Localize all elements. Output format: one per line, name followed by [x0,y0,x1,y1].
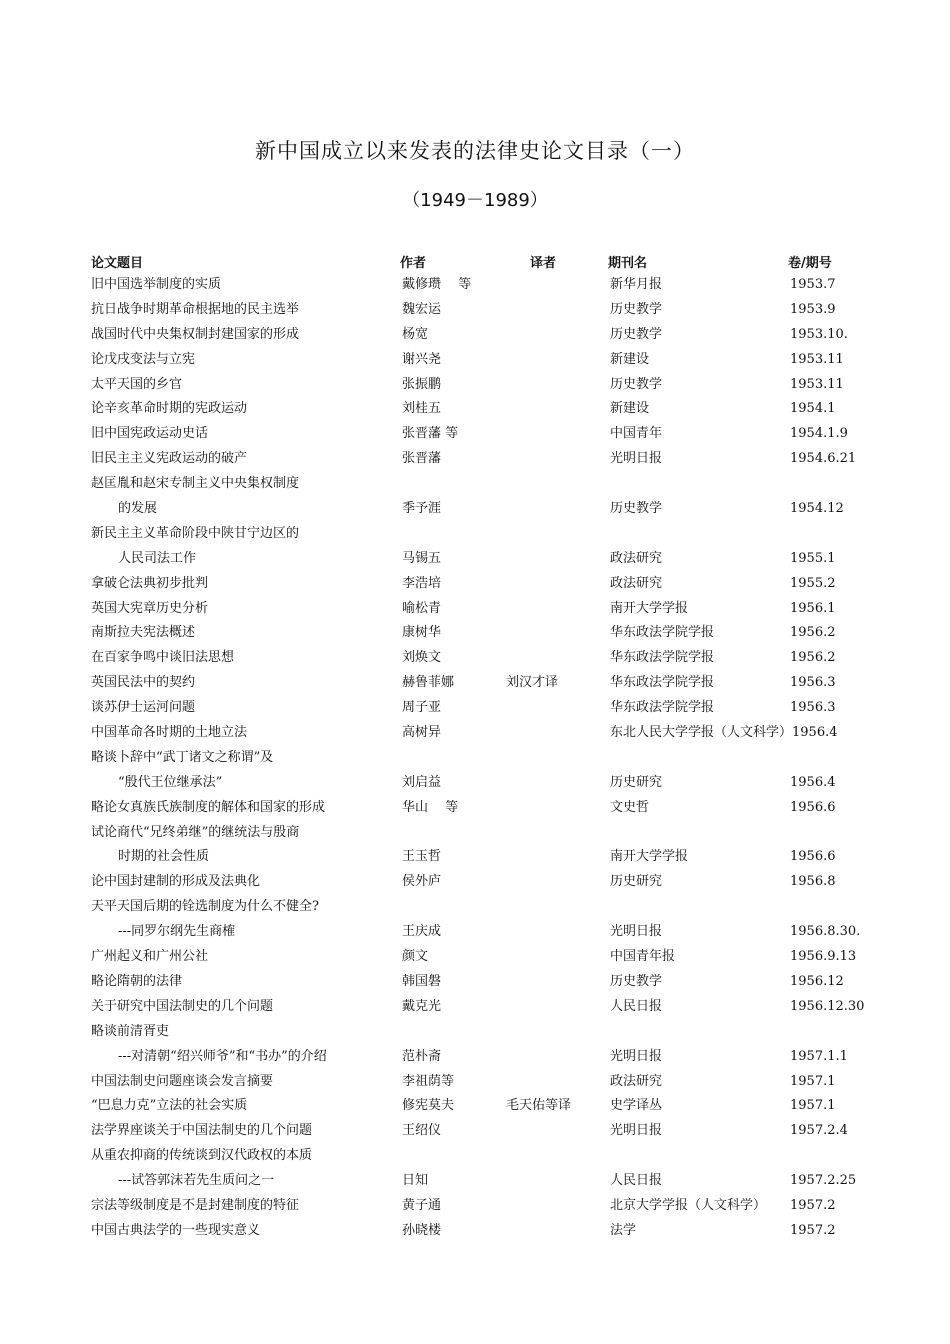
row-volume: 1956.6 [790,799,836,815]
row-journal: 人民日报 [610,998,663,1014]
table-row [0,945,950,970]
row-author: 修宪莫夫 [402,1098,455,1114]
row-title: 在百家争鸣中谈旧法思想 [91,650,235,666]
table-row [0,348,950,373]
row-journal: 华东政法学院学报 [610,650,715,666]
row-volume: 1956.8.30. [790,924,861,940]
row-author: 谢兴尧 [402,351,442,367]
table-row [0,1194,950,1219]
row-title: 的发展 [118,501,158,517]
row-author: 侯外庐 [402,874,442,890]
row-author: 李祖荫等 [402,1073,455,1089]
row-title: 关于研究中国法制史的几个问题 [91,998,274,1014]
row-title: 广州起义和广州公社 [91,949,209,965]
row-author: 刘焕文 [402,650,442,666]
row-author: 刘启益 [402,774,442,790]
table-row [0,671,950,696]
row-volume: 1954.1.9 [790,426,848,442]
table-row [0,373,950,398]
row-title: 天平天国后期的铨选制度为什么不健全? [91,899,319,915]
row-title: 旧民主主义宪政运动的破产 [91,451,248,467]
row-volume: 1954.1 [790,401,836,417]
row-title: 拿破仑法典初步批判 [91,575,209,591]
row-journal: 历史教学 [610,376,663,392]
row-title: 人民司法工作 [118,550,197,566]
row-volume: 1957.2 [790,1197,836,1213]
row-title: ---同罗尔纲先生商榷 [118,924,236,940]
row-journal: 光明日报 [610,1123,663,1139]
table-row [0,547,950,572]
row-author: 张晋藩 [402,451,442,467]
row-title: “巴息力克”立法的社会实质 [91,1098,248,1114]
table-row [0,1094,950,1119]
row-title: 英国民法中的契约 [91,675,196,691]
row-journal: 南开大学学报 [610,600,689,616]
row-volume: 1957.2 [790,1222,836,1238]
row-volume: 1956.3 [790,700,836,716]
row-volume: 1956.12.30 [790,998,865,1014]
row-title: 中国法制史问题座谈会发言摘要 [91,1073,274,1089]
table-row [0,771,950,796]
row-journal: 新华月报 [610,277,663,292]
row-volume: 1956.2 [790,625,836,641]
row-journal: 历史教学 [610,501,663,517]
row-journal: 中国青年报 [610,949,676,965]
row-author: 范朴斋 [402,1048,442,1064]
table-row [0,1219,950,1244]
row-journal: 政法研究 [610,575,663,591]
table-row [0,572,950,597]
table-row [0,422,950,447]
table-row [0,1020,950,1045]
row-volume: 1954.12 [790,501,844,517]
row-volume: 1957.1 [790,1098,836,1114]
row-title: “殷代王位继承法” [118,774,223,790]
row-journal: 光明日报 [610,1048,663,1064]
row-author: 黄子通 [402,1197,442,1213]
row-title: 从重农抑商的传统谈到汉代政权的本质 [91,1148,313,1164]
article-list [0,273,950,1244]
table-header [0,252,950,270]
row-author: 王庆成 [402,924,442,940]
table-row [0,895,950,920]
row-volume: 1957.2.4 [790,1123,848,1139]
table-row [0,472,950,497]
table-row [0,970,950,995]
row-volume: 1956.1 [790,600,836,616]
table-row [0,497,950,522]
row-author: 季予涯 [402,501,442,517]
row-journal: 政法研究 [610,1073,663,1089]
row-title: 略谈卜辞中“武丁诸文之称谓”及 [91,749,274,765]
table-row [0,397,950,422]
row-author: 魏宏运 [402,301,442,317]
row-journal: 光明日报 [610,924,663,940]
row-volume: 1953.9 [790,301,836,317]
table-row [0,1144,950,1169]
row-author: 戴克光 [402,998,442,1014]
row-volume: 1955.2 [790,575,836,591]
row-journal: 华东政法学院学报 [610,675,715,691]
row-volume: 1957.2.25 [790,1173,857,1189]
row-title: 中国革命各时期的土地立法 [91,725,248,741]
row-title: 新民主主义革命阶段中陕甘宁边区的 [91,525,300,541]
row-title: 抗日战争时期革命根据地的民主选举 [91,301,300,317]
row-title: ---对清朝“绍兴师爷”和“书办”的介绍 [118,1048,327,1064]
row-title: 太平天国的乡官 [91,376,183,392]
row-journal: 政法研究 [610,550,663,566]
table-row [0,1070,950,1095]
row-volume: 1956.6 [790,849,836,865]
row-author: 华山 等 [402,799,459,815]
row-title: ---试答郭沫若先生质问之一 [118,1173,275,1189]
table-row [0,273,950,298]
table-row [0,621,950,646]
table-row [0,721,950,746]
row-author: 日知 [402,1173,429,1189]
row-translator: 刘汉才译 [506,675,559,691]
table-row [0,597,950,622]
row-volume: 1953.10. [790,326,848,342]
header-title: 论文题目 [91,256,144,271]
row-volume: 1957.1 [790,1073,836,1089]
row-volume: 1953.11 [790,376,844,392]
row-author: 颜文 [402,949,429,965]
row-author: 戴修瓒 等 [402,277,472,292]
row-title: 略谈前清胥吏 [91,1023,170,1039]
row-author: 赫鲁菲娜 [402,675,455,691]
row-journal: 东北人民大学学报（人文科学）1956.4 [610,725,838,741]
row-journal: 新建设 [610,351,650,367]
header-author: 作者 [400,256,427,271]
row-volume: 1957.1.1 [790,1048,848,1064]
row-author: 张振鹏 [402,376,442,392]
row-author: 康树华 [402,625,442,641]
row-journal: 历史教学 [610,326,663,342]
row-journal: 历史教学 [610,973,663,989]
header-journal: 期刊名 [608,256,648,271]
row-author: 高树异 [402,725,442,741]
row-journal: 历史研究 [610,774,663,790]
row-author: 王玉哲 [402,849,442,865]
table-row [0,646,950,671]
table-row [0,522,950,547]
row-journal: 历史研究 [610,874,663,890]
row-journal: 法学 [610,1222,637,1238]
row-journal: 光明日报 [610,451,663,467]
row-author: 喻松青 [402,600,442,616]
table-row [0,696,950,721]
row-title: 战国时代中央集权制封建国家的形成 [91,326,300,342]
row-title: 宗法等级制度是不是封建制度的特征 [91,1197,300,1213]
page-title: 新中国成立以来发表的法律史论文目录（一） [255,139,695,163]
row-journal: 北京大学学报（人文科学） [610,1197,767,1213]
row-title: 旧中国选举制度的实质 [91,277,222,292]
row-title: 法学界座谈关于中国法制史的几个问题 [91,1123,313,1139]
row-author: 杨宽 [402,326,429,342]
table-row [0,796,950,821]
row-journal: 华东政法学院学报 [610,625,715,641]
row-journal: 中国青年 [610,426,663,442]
row-journal: 华东政法学院学报 [610,700,715,716]
table-row [0,298,950,323]
row-author: 马锡五 [402,550,442,566]
header-volume: 卷/期号 [788,256,832,271]
row-journal: 南开大学学报 [610,849,689,865]
table-row [0,1045,950,1070]
row-volume: 1954.6.21 [790,451,857,467]
row-title: 中国古典法学的一些现实意义 [91,1222,261,1238]
row-title: 略论女真族氏族制度的解体和国家的形成 [91,799,326,815]
page-subtitle: （1949－1989） [402,190,548,211]
row-title: 试论商代“兄终弟继”的继统法与殷商 [91,824,300,840]
table-row [0,323,950,348]
row-volume: 1956.9.13 [790,949,857,965]
row-title: 论中国封建制的形成及法典化 [91,874,261,890]
row-title: 赵匡胤和赵宋专制主义中央集权制度 [91,476,300,492]
row-author: 李浩培 [402,575,442,591]
row-journal: 人民日报 [610,1173,663,1189]
row-journal: 史学译丛 [610,1098,663,1114]
row-author: 周子亚 [402,700,442,716]
row-journal: 文史哲 [610,799,650,815]
row-journal: 新建设 [610,401,650,417]
row-title: 时期的社会性质 [118,849,210,865]
row-title: 谈苏伊士运河问题 [91,700,196,716]
row-author: 王绍仪 [402,1123,442,1139]
row-author: 韩国磐 [402,973,442,989]
row-title: 略论隋朝的法律 [91,973,183,989]
table-row [0,1119,950,1144]
row-author: 张晋藩 等 [402,426,459,442]
row-translator: 毛天佑等译 [506,1098,572,1114]
table-row [0,920,950,945]
table-row [0,1169,950,1194]
row-title: 旧中国宪政运动史话 [91,426,209,442]
row-volume: 1956.8 [790,874,836,890]
row-title: 英国大宪章历史分析 [91,600,209,616]
row-volume: 1956.12 [790,973,844,989]
table-row [0,995,950,1020]
header-translator: 译者 [530,256,557,271]
row-author: 刘桂五 [402,401,442,417]
row-volume: 1953.11 [790,351,844,367]
row-title: 论戊戌变法与立宪 [91,351,196,367]
table-row [0,845,950,870]
row-journal: 历史教学 [610,301,663,317]
row-volume: 1955.1 [790,550,836,566]
table-row [0,821,950,846]
row-volume: 1956.4 [790,774,836,790]
row-title: 南斯拉夫宪法概述 [91,625,196,641]
table-row [0,447,950,472]
row-volume: 1956.2 [790,650,836,666]
row-author: 孙晓楼 [402,1222,442,1238]
row-title: 论辛亥革命时期的宪政运动 [91,401,248,417]
table-row [0,870,950,895]
table-row [0,746,950,771]
row-volume: 1953.7 [790,277,836,292]
row-volume: 1956.3 [790,675,836,691]
